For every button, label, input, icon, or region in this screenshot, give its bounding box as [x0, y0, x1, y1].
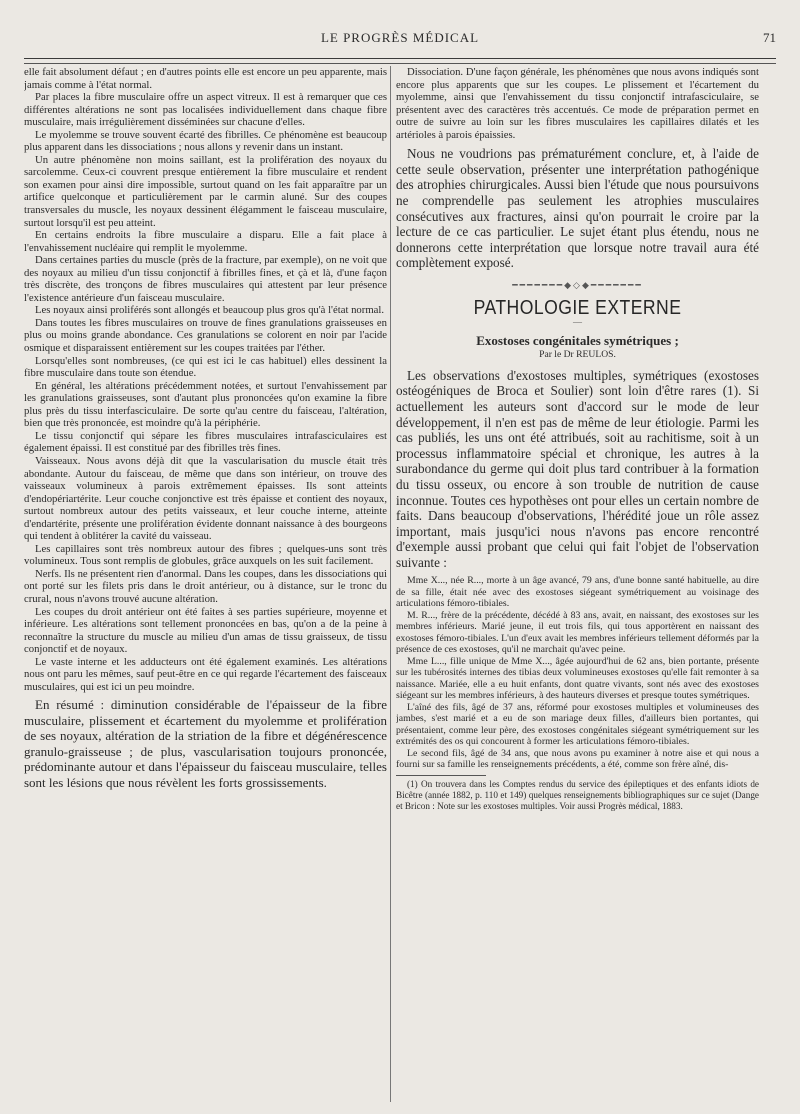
summary-paragraph: En résumé : diminution considérable de l'épaisseur de la fibre musculaire, plissement et écartement du myolemme et prolifération de ses noyaux, altération de la striation de la fibre et dégénérescence granulo-graisseuse ; de plus, vascularisation toujours prononcée, prédominante autour et dans l'épaisseur du faisceau musculaire, telles sont les lésions que nous révèlent les forts grossissements. [24, 697, 387, 790]
paragraph: Un autre phénomène non moins saillant, est la prolifération des noyaux du sarcolemme. Ceux-ci couvrent presque entièrement la fibre musculaire et rendent son examen pour ainsi dire impossible, surtout quand on les fait apparaître par un artifice quelconque et particulièrement par le carmin aluné. Sur des coupes transversales du muscle, les noyaux dessinent élégamment le faisceau musculaire, surtout lorsqu'il est peu atteint. [24, 153, 387, 229]
paragraph: Le vaste interne et les adducteurs ont été également examinés. Les altérations nous ont paru les mêmes, sauf peut-être en ce qui regarde l'écartement des faisceaux musculaires, qui est ici un peu moindre. [24, 655, 387, 693]
paragraph: elle fait absolument défaut ; en d'autres points elle est encore un peu apparente, mais jamais comme à l'état normal. [24, 66, 387, 91]
observation: M. R..., frère de la précédente, décédé à 83 ans, avait, en naissant, des exostoses sur les membres inférieurs. Marié jeune, il eut trois fils, qui tous apportèrent en naissant des exostoses fémoro-tibiales. L'un d'eux avait les membres inférieurs tellement déformés par la présence de ces exostoses, qu'il ne marchait qu'avec peine. [396, 609, 759, 656]
article-title: Exostoses congénitales symétriques ; [476, 332, 679, 348]
paragraph: Par places la fibre musculaire offre un aspect vitreux. Il est à remarquer que ces différentes altérations ne sont pas localisées individuellement dans chaque fibre musculaire, mais irrégulièrement disséminées sur chacune d'elles. [24, 91, 387, 129]
left-column [24, 66, 387, 1102]
paragraph: Dans toutes les fibres musculaires on trouve de fines granulations graisseuses en plus ou moins grande abondance. Ces granulations se colorent en noir par l'acide osmique et disparaissent entièrement sur les coupes traitées par l'éther. [24, 316, 387, 355]
paragraph: Les observations d'exostoses multiples, symétriques (exostoses ostéogéniques de Broca et Soulier) sont loin d'être rares (1). Si actuellement les auteurs sont d'accord sur le mode de leur développement, il n'en est pas de même de leur étiologie. Parmi les cas publiés, les uns ont été attribués, soit au rachitisme, soit à un processus inflammatoire spécial et chronique, les autres à la surabondance du germe qui doit plus tard contribuer à la formation du tissu osseux, ou encore à son trouble de nutrition de cause inconnue. Toutes ces hypothèses ont pour elles un certain nombre de faits. Dans beaucoup d'observations, l'hérédité joue un rôle assez important, mais jusqu'ici nous n'avons pas encore rencontré d'exemple aussi probant que celui qui fait l'objet de l'observation suivante : [396, 367, 759, 570]
ornament-divider: ━━━━━━━◆◇◆━━━━━━━ [512, 280, 643, 291]
observation: L'aîné des fils, âgé de 37 ans, réformé pour exostoses multiples et volumineuses des jambes, s'est marié et a eu de son mariage deux filles, d'ailleurs bien portantes, qui présentaient, comme leur père, des exostoses congénitales siégeant symétriquement sur les extrémités des os qui concourent à former les articulations fémoro-tibiales. [396, 701, 759, 748]
section-title: PATHOLOGIE EXTERNE [473, 296, 682, 319]
observation: Mme L..., fille unique de Mme X..., âgée aujourd'hui de 62 ans, bien portante, présente sur les tubérosités internes des tibias deux volumineuses exostoses qu'elle fait remonter à sa naissance. Mariée, elle a eu huit enfants, dont quatre vivants, sont nés avec des exostoses siégeant sur les membres inférieurs, à des hauteurs diverses et presque toutes symétriques. [396, 655, 759, 702]
paragraph: Le tissu conjonctif qui sépare les fibres musculaires intrafasciculaires est également épaissi. Il est constitué par des fibrilles très fines. [24, 429, 387, 455]
conclusion-paragraph: Nous ne voudrions pas prématurément conclure, et, à l'aide de cette seule observation, présenter une interprétation pathogénique des atrophies chirurgicales. Aussi bien l'étude que nous poursuivons ne comprendelle pas seulement les atrophies musculaires consécutives aux fractures, ainsi qu'on pourrait le croire par la lecture de ce cas particulier. Le sujet étant plus étendu, nous ne donnerons cette interprétation que lorsque notre travail aura été complètement exposé. [396, 146, 759, 271]
journal-title: LE PROGRÈS MÉDICAL [320, 30, 480, 45]
title-dash: — [573, 317, 582, 328]
paragraph: En certains endroits la fibre musculaire a disparu. Elle a fait place à l'envahissement nucléaire qui remplit le myolemme. [24, 229, 387, 254]
page-number: 71 [763, 30, 776, 45]
header-rule [24, 58, 776, 64]
observation: Mme X..., née R..., morte à un âge avancé, 79 ans, d'une bonne santé habituelle, au dire de sa fille, était née avec des exostoses siégeant symétriquement au voisinage des articulations fémoro-tibiales. [396, 575, 759, 610]
paragraph: Vaisseaux. Nous avons déjà dit que la vascularisation du muscle était très abondante. Autour du faisceau, de même que dans son intérieur, on trouve des vaisseaux volumineux à parois extrêmement épaisses. Ils sont atteints d'endopériartérite. Leur couche conjonctive est très épaisse et contient des noyaux, surtout nombreux autour des petits vaisseaux, et leur couche interne, atteinte d'endartérite, présente une prolifération évidente donnant naissance à des bourgeons qui tendent à oblitérer la cavité du vaisseau. [24, 454, 387, 543]
paragraph: Le myolemme se trouve souvent écarté des fibrilles. Ce phénomène est beaucoup plus apparent dans les dissociations ; nous allons y revenir dans un instant. [24, 128, 387, 154]
footnote: (1) On trouvera dans les Comptes rendus du service des épileptiques et des enfants idiots de Bicêtre (année 1882, p. 110 et 149) quelques renseignements bibliographiques sur ce sujet (Dange et Bricon : Note sur les exostoses multiples. Voir aussi Progrès médical, 1883. [396, 778, 759, 811]
paragraph: Nerfs. Ils ne présentent rien d'anormal. Dans les coupes, dans les dissociations qui ont porté sur les filets pris dans le droit antérieur, ou à distance, sur le tronc du crural, nous n'avons trouvé aucune altération. [24, 567, 387, 605]
observation: Le second fils, âgé de 34 ans, que nous avons pu examiner à notre aise et qui nous a fourni sur sa famille les renseignements précédents, a été, comme son frère aîné, dis- [396, 747, 759, 771]
byline: Par le Dr REULOS. [539, 349, 616, 361]
column-divider [390, 66, 391, 1102]
paragraph: En général, les altérations précédemment notées, et surtout l'envahissement par les granulations graisseuses, sont d'autant plus prononcées qu'on examine la fibre plus près du tissu interfasciculaire. De sorte qu'au centre du faisceau, l'altération, bien que très prononcée, est moindre qu'à la périphérie. [24, 379, 387, 430]
running-head [24, 30, 776, 50]
right-column [396, 66, 759, 1102]
footnote-rule [396, 775, 486, 776]
paragraph: Les coupes du droit antérieur ont été faites à ses parties supérieure, moyenne et inférieure. Les altérations sont tellement prononcées en bas, qu'on a de la peine à reconnaître la structure du muscle au milieu d'un amas de tissu graisseux, de tissu conjonctif et de noyaux. [24, 605, 387, 656]
paragraph: Dissociation. D'une façon générale, les phénomènes que nous avons indiqués sont encore plus apparents que sur les coupes. Le plissement et l'écartement du myolemme, ainsi que l'envahissement du tissu conjonctif intrafasciculaire, se présentent avec des caractères très accentués. Ce mode de préparation permet en outre de suivre au loin sur les fibres musculaires les capillaires dilatés et les artérioles à parois épaissies. [396, 66, 759, 141]
paragraph: Les capillaires sont très nombreux autour des fibres ; quelques-uns sont très volumineux. Tous sont remplis de globules, grâce auxquels on les suit facilement. [24, 542, 387, 568]
paragraph: Dans certaines parties du muscle (près de la fracture, par exemple), on ne voit que des noyaux au milieu d'un tissu conjonctif à fibrilles fines, et çà et là, d'une façon très discrète, des tronçons de fibres musculaires qui attestent par leur présence l'existence antérieure d'un faisceau musculaire. [24, 254, 387, 304]
paragraph: Les noyaux ainsi proliférés sont allongés et beaucoup plus gros qu'à l'état normal. [35, 304, 385, 317]
paragraph: Lorsqu'elles sont nombreuses, (ce qui est ici le cas habituel) elles dessinent la fibre musculaire dans toute son étendue. [24, 354, 387, 380]
